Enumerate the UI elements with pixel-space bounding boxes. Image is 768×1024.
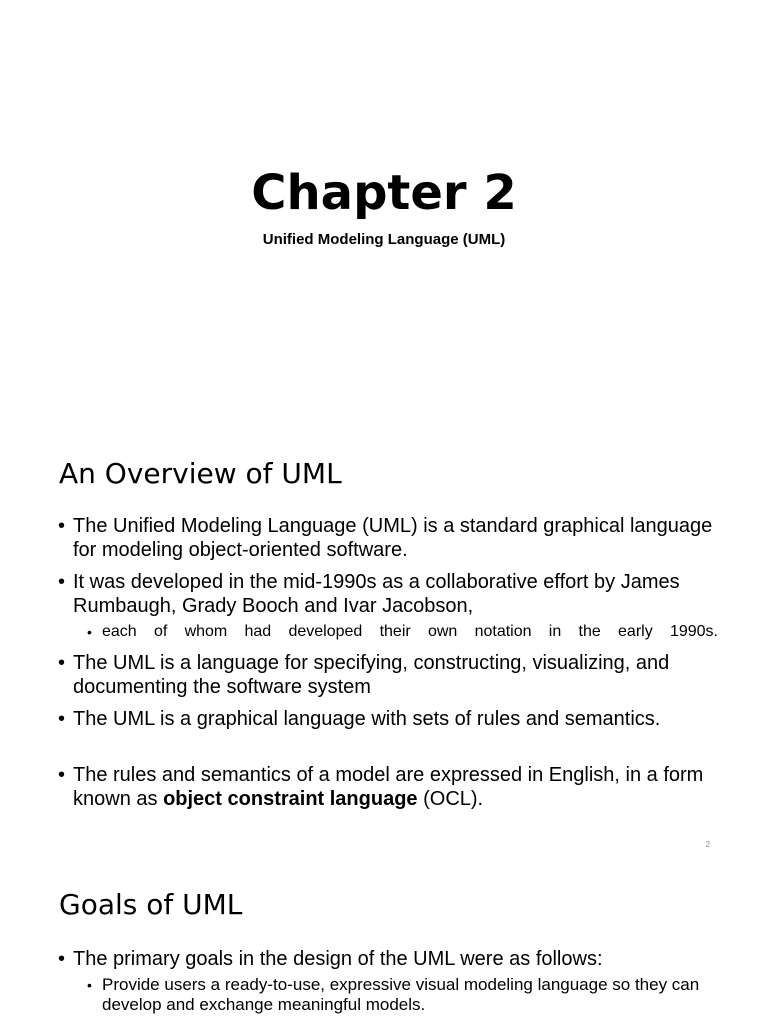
bullet-list	[58, 514, 718, 819]
ocl-text-after: (OCL).	[417, 788, 484, 810]
chapter-subtitle: Unified Modeling Language (UML)	[262, 231, 506, 248]
title-slide	[0, 0, 768, 420]
bullet-item: • The primary goals in the design of the UML were as follows:	[58, 947, 718, 971]
bullet-item-ocl	[58, 763, 718, 811]
bullet-item: • It was developed in the mid-1990s as a collaborative effort by James Rumbaugh, Grady Booch and Ivar Jacobson,	[58, 570, 718, 618]
ocl-term: object constraint language	[163, 788, 418, 810]
slide-heading: An Overview of UML	[59, 457, 342, 490]
chapter-title: Chapter 2	[251, 165, 517, 221]
overview-slide	[0, 430, 768, 860]
goals-slide	[0, 868, 768, 1024]
slide-heading: Goals of UML	[59, 888, 243, 921]
bullet-item: • The UML is a language for specifying, constructing, visualizing, and documenting the software system	[58, 651, 718, 699]
ocl-text-before: The rules and semantics of a model are expressed in English, in a form known as	[73, 764, 704, 810]
bullet-item: • The UML is a graphical language with sets of rules and semantics.	[58, 707, 718, 731]
sub-bullet-item: • each of whom had developed their own notation in the early 1990s.	[87, 622, 718, 642]
slide-number: 2	[705, 840, 710, 849]
bullet-list	[58, 947, 718, 1024]
bullet-item: • The Unified Modeling Language (UML) is a standard graphical language for modeling object-oriented software.	[58, 514, 718, 562]
sub-bullet-item: • Provide users a ready-to-use, expressive visual modeling language so they can develop and exchange meaningful models.	[87, 975, 718, 1015]
